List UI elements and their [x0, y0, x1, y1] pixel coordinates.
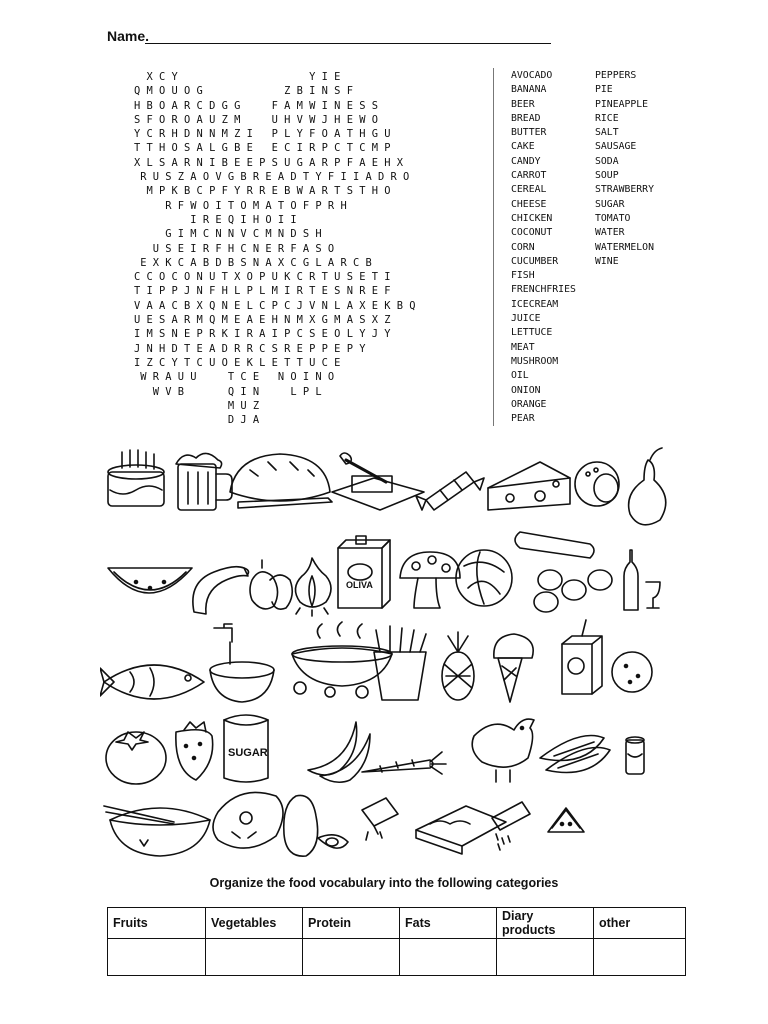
grid-row: J N H D T E A D R R C S R E P P E P Y	[134, 342, 366, 355]
answer-cell-fruits[interactable]	[108, 939, 206, 976]
grid-row: U S E I R F H C N E R F A S O	[134, 242, 335, 255]
bread-picture	[230, 454, 332, 508]
carrot-picture	[362, 752, 446, 774]
answer-cell-fats[interactable]	[400, 939, 497, 976]
watermelon-picture	[108, 568, 192, 593]
wine-picture	[624, 550, 660, 610]
tomato-picture	[106, 732, 166, 784]
word-list-item: CEREAL	[511, 184, 547, 196]
word-list-item: PIE	[595, 84, 613, 96]
grid-row: U E S A R M Q M E A E H N M X G M A S X Z	[134, 314, 391, 327]
salt-picture	[492, 802, 530, 850]
sugar-picture	[224, 715, 268, 782]
instruction-text: Organize the food vocabulary into the following categories	[209, 876, 559, 890]
name-label: Name.	[107, 28, 150, 44]
word-list-item: SAUSAGE	[595, 141, 637, 153]
candy-picture	[416, 472, 484, 510]
word-list-item: BREAD	[511, 112, 541, 124]
corn-picture	[540, 736, 610, 773]
svg-text:OLIVA: OLIVA	[346, 580, 373, 590]
grid-row: I R E Q I H O I I	[134, 213, 297, 226]
word-list-column-2	[595, 69, 654, 269]
grid-row: E X K C A B D B S N A X C G L A R C B	[134, 256, 372, 269]
grid-row: S F O R O A U Z M U H V W J H E W O	[134, 113, 378, 126]
grid-row: G I M C N N V C M N D S H	[134, 228, 322, 241]
word-list-item: WATERMELON	[595, 241, 654, 253]
word-list-item: BANANA	[511, 84, 547, 96]
word-list-item: RICE	[595, 112, 619, 124]
soda-picture	[626, 737, 644, 774]
word-list-item: LETTUCE	[511, 327, 553, 339]
cereal-picture	[362, 798, 398, 840]
word-search-grid	[134, 70, 416, 427]
word-list-item: ICECREAM	[511, 298, 559, 310]
word-list-item: AVOCADO	[511, 70, 553, 81]
pear-picture	[629, 448, 666, 525]
category-fruits: Fruits	[108, 908, 206, 939]
word-list-item: WATER	[595, 227, 625, 239]
grid-row: Q M O U O G Z B I N S F	[134, 85, 353, 98]
rice-picture	[104, 806, 210, 856]
word-list-item: JUICE	[511, 313, 541, 325]
meat-picture	[213, 792, 283, 848]
word-list-item: CAKE	[511, 141, 535, 153]
word-list-item: PINEAPPLE	[595, 98, 649, 110]
banana-picture	[308, 722, 370, 782]
category-protein: Protein	[303, 908, 400, 939]
word-list-item: MUSHROOM	[511, 355, 559, 367]
word-list-item: BUTTER	[511, 127, 547, 139]
categories-table	[107, 907, 686, 976]
grid-row: M P K B C P F Y R R E B W A R T S T H O	[134, 185, 391, 198]
cake-picture	[108, 450, 164, 506]
butter-picture	[332, 453, 424, 510]
strawberry-picture	[176, 722, 213, 780]
answer-cell-protein[interactable]	[303, 939, 400, 976]
food-pictures	[100, 440, 680, 865]
word-list-item: WINE	[595, 255, 619, 267]
grid-row: X L S A R N I B E E P S U G A R P F A E H X	[134, 156, 403, 169]
grid-row: I M S N E P R K I R A I P C S E O L Y J Y	[134, 328, 391, 341]
category-vegetables: Vegetables	[206, 908, 303, 939]
word-list-item: SALT	[595, 127, 619, 139]
grid-row: D J A	[134, 414, 260, 427]
grid-row: H B O A R C D G G F A M W I N E S S	[134, 99, 378, 112]
category-other: other	[594, 908, 686, 939]
svg-text:SUGAR: SUGAR	[228, 747, 268, 759]
grid-row: T T H O S A L G B E E C I R P C T C M P	[134, 142, 391, 155]
word-list-item: CANDY	[511, 155, 541, 167]
name-line[interactable]	[145, 43, 551, 44]
cheese-picture	[488, 462, 570, 510]
word-list-item: COCONUT	[511, 227, 553, 239]
grid-row: Y C R H D N N M Z I P L Y F O A T H G U	[134, 128, 391, 141]
word-list-item: PEAR	[511, 413, 535, 425]
word-list-item: FISH	[511, 270, 535, 282]
grid-row: R U S Z A O V G B R E A D T Y F I I A D R O	[134, 171, 410, 184]
pie-picture	[416, 806, 506, 854]
answer-cell-vegetables[interactable]	[206, 939, 303, 976]
grid-row: I Z C Y T C U O E K L E T T U C E	[134, 356, 341, 369]
word-list-item: MEAT	[511, 341, 535, 353]
grid-row: W R A U U T C E N O I N O	[134, 371, 335, 384]
mushroom-picture	[400, 552, 460, 608]
category-fats: Fats	[400, 908, 497, 939]
word-list-item: OIL	[511, 370, 529, 382]
word-list-item: SODA	[595, 155, 619, 167]
water-picture	[210, 624, 274, 702]
fish-picture	[100, 665, 204, 699]
word-list-column-1	[511, 69, 576, 426]
chicken-picture	[472, 719, 534, 782]
grid-row: W V B Q I N L P L	[134, 385, 322, 398]
grid-row: C C O C O N U T X O P U K C R T U S E T I	[134, 271, 391, 284]
word-list-item: CUCUMBER	[511, 255, 559, 267]
french-fries-picture	[374, 626, 426, 700]
word-list-divider	[493, 68, 494, 426]
word-list-item: CARROT	[511, 170, 547, 182]
grid-row: R F W O I T O M A T O F P R H	[134, 199, 347, 212]
answer-cell-other[interactable]	[594, 939, 686, 976]
word-list-item: SOUP	[595, 170, 619, 182]
olive-oil-picture	[338, 536, 390, 608]
word-list-item: ORANGE	[511, 398, 547, 410]
watermelon-slice-picture	[548, 808, 584, 832]
coconut-picture	[575, 462, 619, 506]
word-list-item: SUGAR	[595, 198, 625, 210]
word-list-item: CORN	[511, 241, 535, 253]
cucumber-picture	[515, 532, 612, 612]
word-list-item: FRENCHFRIES	[511, 284, 576, 296]
word-list-item: ONION	[511, 384, 541, 396]
peppers-picture	[250, 560, 292, 609]
grid-row: V A A C B X Q N E L C P C J V N L A X E K B Q	[134, 299, 416, 312]
word-list-item: STRAWBERRY	[595, 184, 654, 196]
grid-row: M U Z	[134, 399, 260, 412]
grid-row: T I P P J N F H L P L M I R T E S N R E F	[134, 285, 391, 298]
sausage-picture	[193, 567, 249, 614]
word-list-item: CHEESE	[511, 198, 547, 210]
grid-row: X C Y Y I E	[134, 71, 341, 83]
answer-cell-diary-products[interactable]	[497, 939, 594, 976]
pineapple-picture	[442, 632, 474, 700]
category-diary-products: Diary products	[497, 908, 594, 939]
word-list-item: TOMATO	[595, 212, 631, 224]
word-list-item: PEPPERS	[595, 70, 637, 81]
word-list-item: BEER	[511, 98, 535, 110]
ice-cream-picture	[494, 634, 533, 702]
avocado-picture	[284, 795, 348, 856]
lettuce-picture	[456, 550, 512, 606]
word-list-item: CHICKEN	[511, 212, 553, 224]
beer-picture	[176, 453, 232, 510]
orange-picture	[612, 652, 652, 692]
onion-picture	[295, 558, 331, 616]
juice-picture	[562, 620, 602, 694]
